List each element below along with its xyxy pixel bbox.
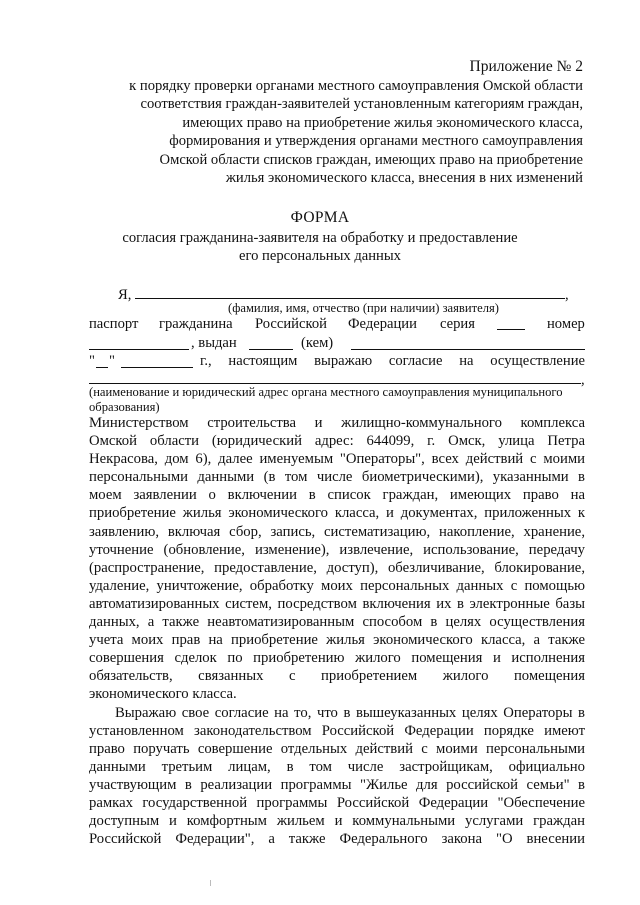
body-line: заявлению, включая сбор, запись, систематизацию, накопление, хранение,	[89, 523, 585, 540]
body-line: (распространение, предоставление, доступ), обезличивание, блокирование,	[89, 559, 585, 576]
month-blank[interactable]	[121, 354, 193, 368]
body-line: учета моих прав на приобретение жилья экономического класса, а также	[89, 632, 585, 649]
org-caption: (наименование и юридический адрес органа местного самоуправления муниципального	[89, 385, 563, 399]
body-line: рамках государственной программы Российской Федерации "Обеспечение	[89, 794, 585, 811]
body-line: удаление, уничтожение, обработку моих персональных данных с помощью	[89, 577, 585, 594]
passport-word: Федерации	[348, 316, 417, 332]
passport-word: Российской	[255, 316, 327, 332]
passport-word: серия	[440, 316, 475, 332]
issued-by-blank[interactable]	[351, 336, 585, 350]
form-subtitle	[0, 229, 640, 265]
body-line: участвующим в реализации программы "Жилье для российской семьи" в	[89, 776, 585, 793]
by-whom-label: (кем)	[301, 335, 334, 351]
consent-body	[89, 414, 585, 848]
body-line: Министерством строительства и жилищно-коммунального комплекса	[89, 415, 585, 431]
passport-word: гражданина	[159, 316, 233, 332]
consent-intro: г., настоящим выражаю согласие на осуществление	[200, 353, 585, 369]
body-line: данных, а также неавтоматизированным способом в целях осуществления	[89, 614, 585, 631]
appendix-number: Приложение № 2	[469, 58, 583, 75]
issued-label: , выдан	[191, 335, 237, 351]
body-line: право поручать совершение отдельных действий с моими персональными	[89, 740, 585, 757]
passport-number-blank[interactable]	[89, 336, 189, 350]
body-line: автоматизированных систем, посредством включения их в электронные базы	[89, 595, 585, 612]
org-comma: ,	[581, 372, 585, 388]
body-line: доступным и комфортным жильем и коммунальными услугами граждан	[89, 813, 585, 830]
body-line: установленном законодательством Российской Федерации порядке имеют	[89, 722, 585, 739]
appendix-line: к порядку проверки органами местного самоуправления Омской области	[129, 78, 583, 94]
body-line: Омской области (юридический адрес: 644099, г. Омск, улица Петра	[89, 433, 585, 450]
appendix-line: Омской области списков граждан, имеющих право на приобретение	[159, 151, 583, 168]
body-line: приобретение жилья экономического класса, и документах, приложенных к	[89, 505, 585, 522]
day-blank[interactable]	[96, 354, 108, 368]
passport-series-blank[interactable]	[497, 316, 525, 330]
fio-caption: (фамилия, имя, отчество (при наличии) заявителя)	[228, 301, 499, 315]
form-subtitle-line: согласия гражданина-заявителя на обработку и предоставление	[122, 230, 518, 246]
date-open-quote: "	[89, 353, 95, 369]
body-line: обязательств, связанных с приобретением жилого помещения	[89, 668, 585, 685]
fio-comma: ,	[565, 287, 569, 303]
org-caption: образования)	[89, 400, 160, 414]
body-line: экономического класса.	[89, 686, 237, 703]
body-line: Некрасова, дом 6), далее именуемым "Операторы", всех действий с моими	[89, 451, 585, 468]
body-line: Выражаю свое согласие на то, что в вышеуказанных целях Операторы в	[115, 704, 585, 721]
date-close-quote: "	[109, 353, 115, 369]
form-title: ФОРМА	[290, 209, 350, 226]
body-line: совершения сделок по приобретению жилого помещения и исполнения	[89, 650, 585, 667]
appendix-line: формирования и утверждения органами местного самоуправления	[169, 133, 583, 150]
fio-blank[interactable]	[135, 285, 565, 299]
passport-word: номер	[547, 316, 585, 332]
form-subtitle-line: его персональных данных	[239, 248, 401, 264]
appendix-line: соответствия граждан-заявителей установленным категориям граждан,	[140, 96, 583, 113]
org-blank[interactable]	[89, 370, 581, 384]
body-line: данными третьим лицам, в том числе застройщикам, официально	[89, 758, 585, 775]
scan-artifact	[210, 880, 211, 886]
body-line: моем заявлении о включении в список граждан, имеющих право на	[89, 487, 585, 504]
body-line: уточнение (обновление, изменение), извлечение, использование, передачу	[89, 541, 585, 558]
appendix-reference	[80, 77, 583, 187]
issued-date-blank[interactable]	[249, 336, 293, 350]
passport-word: паспорт	[89, 316, 139, 332]
ya-label: Я,	[118, 287, 132, 303]
appendix-line: жилья экономического класса, внесения в них изменений	[225, 170, 583, 187]
body-line: Российской Федерации", а также Федерального закона "О внесении	[89, 831, 585, 848]
body-line: персональными данными (в том числе биометрическими), указанными в	[89, 469, 585, 486]
appendix-line: имеющих право на приобретение жилья экономического класса,	[182, 114, 583, 131]
